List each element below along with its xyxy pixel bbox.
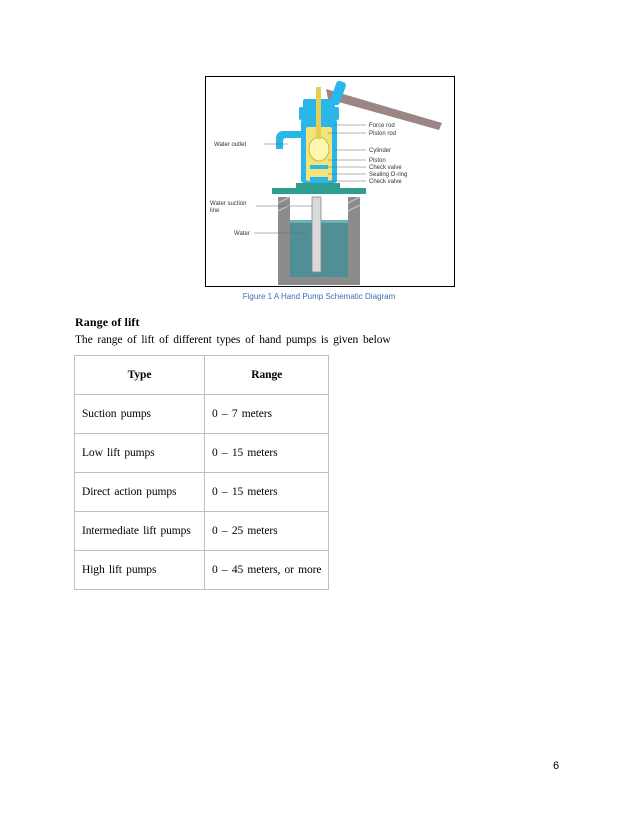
- label-water-suction-line-1: Water suction: [210, 201, 247, 207]
- label-piston-rod: Piston rod: [369, 131, 397, 137]
- table-header-row: [75, 356, 329, 395]
- label-check-valve-2: Check valve: [369, 179, 402, 185]
- section-heading: Range of lift: [75, 315, 140, 329]
- hand-pump-diagram: [206, 77, 454, 286]
- page-number: 6: [553, 760, 560, 772]
- header-type: Type: [75, 356, 205, 395]
- well-bottom: [278, 277, 360, 285]
- label-piston: Piston: [369, 158, 386, 164]
- label-sealing-oring: Sealing O-ring: [369, 172, 408, 178]
- cell-type: High lift pumps: [75, 551, 205, 590]
- label-water-outlet: Water outlet: [214, 142, 247, 148]
- check-valve-upper: [310, 165, 328, 169]
- label-check-valve-1: Check valve: [369, 165, 402, 171]
- table-row: [75, 473, 329, 512]
- table-row: [75, 434, 329, 473]
- cell-range: 0 – 15 meters: [205, 473, 329, 512]
- cell-range: 0 – 45 meters, or more: [205, 551, 329, 590]
- pump-base-top: [296, 183, 340, 189]
- cell-type: Direct action pumps: [75, 473, 205, 512]
- check-valve-lower: [310, 177, 328, 181]
- water-outlet-spout: [276, 131, 301, 149]
- label-water-suction-line-2: line: [210, 208, 220, 214]
- header-range: Range: [205, 356, 329, 395]
- cell-range: 0 – 15 meters: [205, 434, 329, 473]
- figure-frame: [205, 76, 455, 287]
- cell-range: 0 – 7 meters: [205, 395, 329, 434]
- table-row: [75, 512, 329, 551]
- piston: [309, 137, 329, 161]
- suction-pipe: [312, 197, 321, 272]
- cell-type: Intermediate lift pumps: [75, 512, 205, 551]
- cell-type: Low lift pumps: [75, 434, 205, 473]
- range-of-lift-table: [74, 355, 329, 590]
- table-row: [75, 395, 329, 434]
- cell-range: 0 – 25 meters: [205, 512, 329, 551]
- cell-type: Suction pumps: [75, 395, 205, 434]
- intro-paragraph: The range of lift of different types of hand pumps is given below: [75, 334, 391, 346]
- figure-caption: Figure 1 A Hand Pump Schematic Diagram: [242, 292, 396, 301]
- piston-rod: [316, 87, 321, 139]
- label-force-rod: Force rod: [369, 123, 395, 129]
- table-row: [75, 551, 329, 590]
- label-cylinder: Cylinder: [369, 148, 392, 154]
- label-water: Water: [234, 231, 250, 237]
